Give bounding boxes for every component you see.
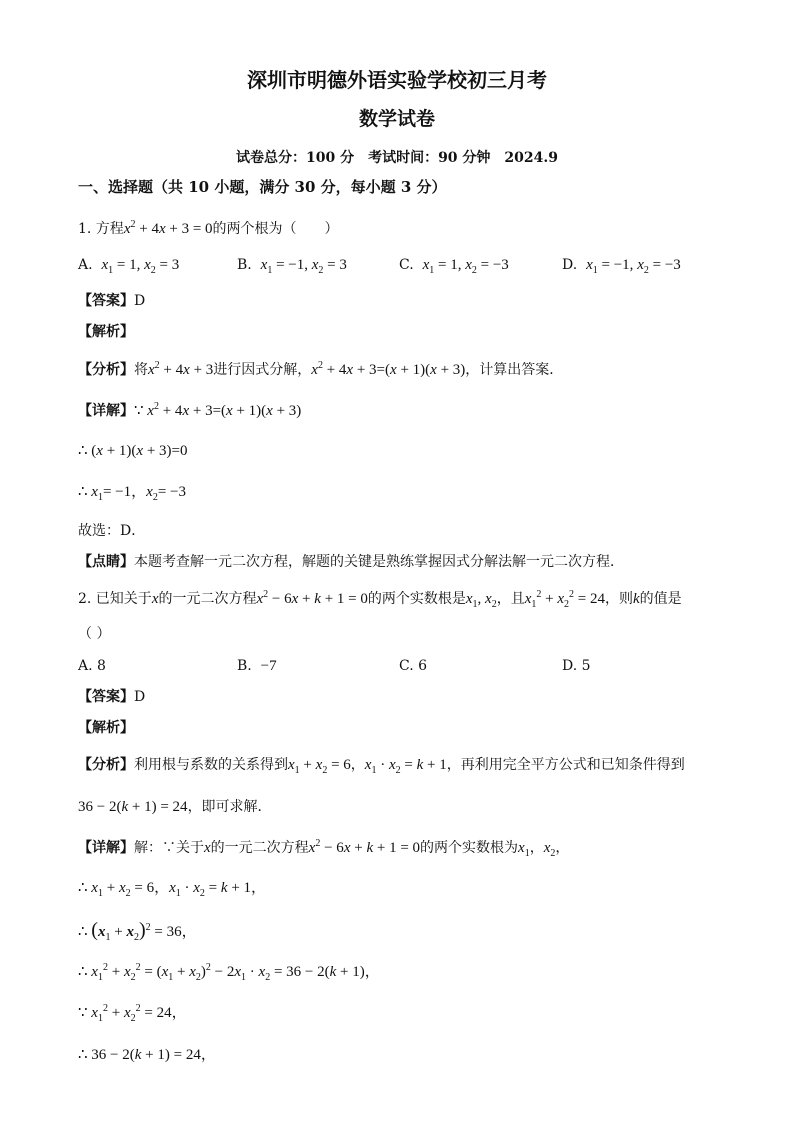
exam-info: 试卷总分：100 分 考试时间：90 分钟 2024.9 xyxy=(235,150,559,166)
q1-analysis-tag: 【解析】 xyxy=(78,324,134,340)
q2-analysis-tag: 【解析】 xyxy=(78,720,134,736)
q1-fenxi: 【分析】将$x^2 + 4x + 3$进行因式分解，$x^2 + 4x + 3=(x + 1)(x + 3)$，计算出答案． xyxy=(78,360,564,378)
q2-step-4: ∵ $x_1^2 + x_2^2 = 24$， xyxy=(78,1003,187,1024)
question-1-stem: 1. 方程$x^2 + 4x + 3 = 0$的两个根为（ ） xyxy=(78,219,339,237)
q1-choice: 故选：D． xyxy=(78,523,146,539)
q2-fenxi-cont: 36 − 2(k + 1) = 24，即可求解． xyxy=(78,799,272,815)
q1-dianjing: 【点睛】本题考查解一元二次方程，解题的关键是熟练掌握因式分解法解一元二次方程． xyxy=(78,554,624,570)
question-2-paren: （ ） xyxy=(78,626,111,642)
q1-step-2: ∴ $x_1= -1$，$x_2= -3$ xyxy=(78,484,186,503)
q1-step-1: ∴ (x + 1)(x + 3)=0 xyxy=(78,443,188,459)
q2-option-b: B. −7 xyxy=(237,658,277,674)
equation: $x^2 + 4x + 3 = 0$ xyxy=(123,219,213,237)
q2-xiangjie: 【详解】解：∵关于x的一元二次方程$x^2 - 6x + k + 1 = 0$的两个实数根为$x_1$，$x_2$， xyxy=(78,838,570,859)
q1-option-a: A. $x_1 = 1$, $x_2 = 3$ xyxy=(78,257,180,276)
q1-option-c: C. $x_1 = 1$, $x_2 = -3$ xyxy=(399,257,509,276)
q2-fenxi: 【分析】利用根与系数的关系得到$x_1 + x_2 = 6$，$x_1 \cdot x_2 = k + 1$，再利用完全平方公式和已知条件得到 xyxy=(78,757,685,776)
q2-step-2: ∴ $(x_1 + x_2)^2 = 36$， xyxy=(78,919,197,943)
question-2-stem: 2. 已知关于x的一元二次方程$x^2 - 6x + k + 1 = 0$的两个实数根是$x_1$, $x_2$，且$x_1^2 + x_2^2 = 24$，则k的值是 xyxy=(78,589,682,610)
school-title: 深圳市明德外语实验学校初三月考 xyxy=(247,68,547,92)
q2-option-c: C. 6 xyxy=(399,658,428,674)
q2-option-a: A. 8 xyxy=(78,658,106,674)
q1-xiangjie: 【详解】∵ $x^2 + 4x + 3=(x + 1)(x + 3)$ xyxy=(78,401,302,419)
subject-title: 数学试卷 xyxy=(358,108,435,130)
q2-option-d: D. 5 xyxy=(562,658,591,674)
q1-option-b: B. $x_1 = -1$, $x_2 = 3$ xyxy=(237,257,347,276)
q2-step-5: ∴ 36 − 2(k + 1) = 24， xyxy=(78,1047,216,1063)
q1-option-d: D. $x_1 = -1$, $x_2 = -3$ xyxy=(562,257,681,276)
q2-answer: 【答案】D xyxy=(78,689,146,705)
q1-answer: 【答案】D xyxy=(78,293,146,309)
q2-step-3: ∴ $x_1^2 + x_2^2 = (x_1 + x_2)^2 - 2x_1 \cdot x_2 = 36 - 2(k + 1)$， xyxy=(78,962,380,983)
section-heading: 一、选择题（共 10 小题，满分 30 分，每小题 3 分） xyxy=(78,178,447,196)
q2-step-1: ∴ $x_1 + x_2 = 6$，$x_1 \cdot x_2 = k + 1$， xyxy=(78,880,267,899)
